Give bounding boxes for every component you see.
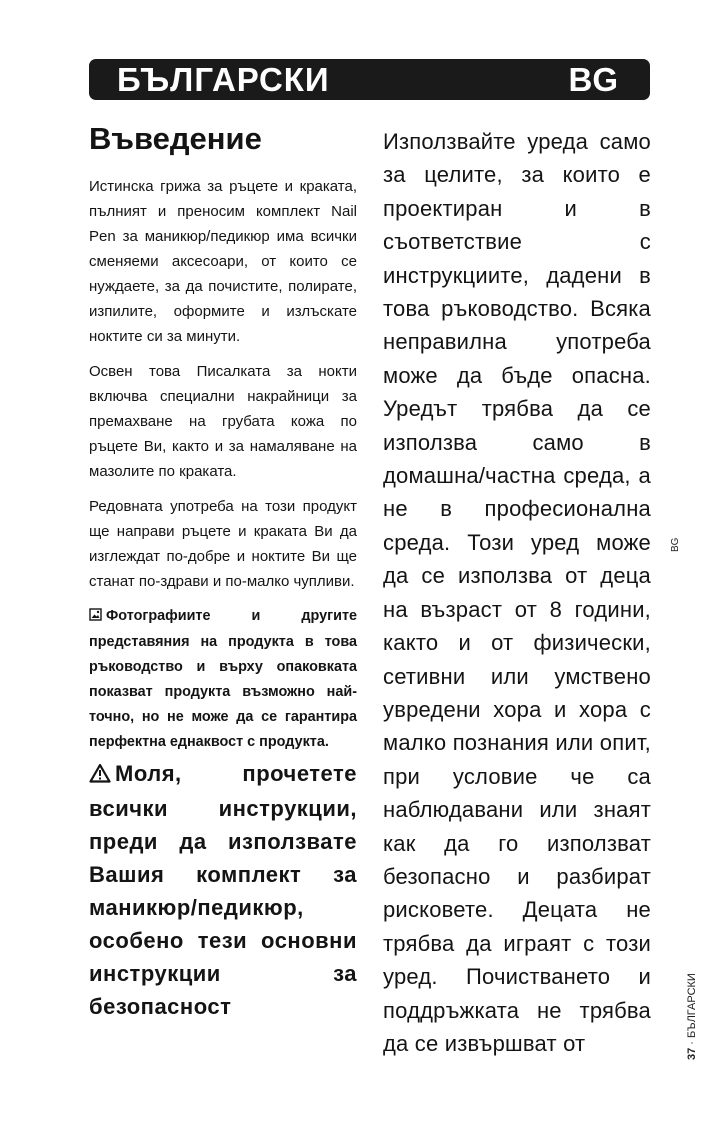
side-language-tab: BG bbox=[670, 537, 681, 552]
warning-icon bbox=[89, 759, 111, 792]
intro-paragraph: Редовната употреба на този продукт ще направи ръцете и краката Ви да изглеждат по-добре и ноктите Ви ще станат по-здрави и по-малко чупливи. bbox=[89, 498, 357, 590]
section-title: Въведение bbox=[89, 121, 262, 156]
photo-notice-text: Фотографиите и другите представяния на продукта в това ръководство и върху опаковката показват продукта възможно най-точно, но не може да се гарантира перфектна еднаквост с продукта. bbox=[89, 608, 357, 750]
language-header-bar bbox=[89, 59, 650, 100]
photo-notice bbox=[89, 604, 357, 755]
safety-instructions: Използвайте уреда само за целите, за които е проектиран и в съответствие с инструкциите, дадени в това ръководство. Всяка неправилна употреба може да бъде опасна. Уредът трябва да се използва само в домашна/частна среда, а не в професионална среда. Този уред може да се използва от деца на възраст от 8 години, както и от физически, сетивни или умствено увредени хора и хора с малко познания или опит, при условие че са наблюдавани или знаят как да го използват безопасно и разбират рисковете. Децата не трябва да играят с този уред. Почистването и поддръжката не трябва да се извършват от bbox=[383, 129, 651, 1056]
footer-section: БЪЛГАРСКИ bbox=[686, 973, 698, 1038]
intro-paragraph: Истинска грижа за ръцете и краката, пълният и преносим комплект Nail Pen за маникюр/педикюр има всички сменяеми аксесоари, от които се нуждаете, за да почистите, полирате, изпилите, оформите и излъскате ноктите си за минути. bbox=[89, 178, 357, 345]
intro-column bbox=[89, 120, 357, 1023]
language-title: БЪЛГАРСКИ bbox=[117, 61, 330, 98]
page-footer bbox=[686, 973, 698, 1060]
safety-warning-text: Моля, прочетете всички инструкции, преди да използвате Вашия комплект за маникюр/педикюр, особено тези основни инструкции за безопасност bbox=[89, 761, 357, 1019]
intro-paragraph: Освен това Писалката за нокти включва специални накрайници за премахване на грубата кожа по ръцете Ви, както и за намаляване на мазолите по краката. bbox=[89, 363, 357, 480]
language-code: BG bbox=[568, 61, 618, 98]
safety-warning bbox=[89, 757, 357, 1023]
page-number: 37 bbox=[686, 1047, 698, 1060]
footer-separator: · bbox=[686, 1037, 698, 1048]
safety-column bbox=[383, 125, 651, 1060]
picture-icon bbox=[89, 605, 102, 630]
